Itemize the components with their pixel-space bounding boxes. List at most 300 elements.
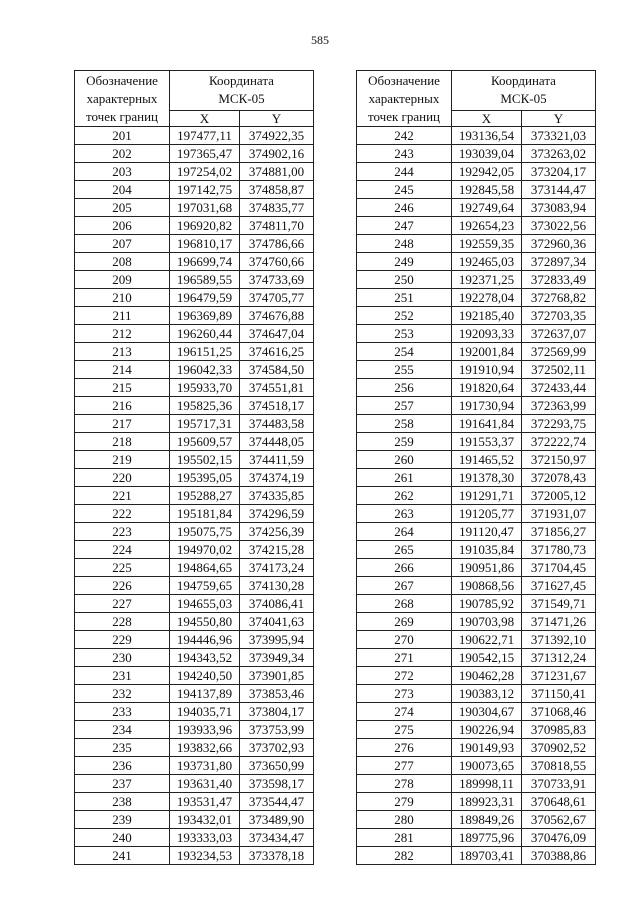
x-coordinate-cell: 193234,53 <box>170 847 240 865</box>
point-id-cell: 262 <box>357 487 452 505</box>
x-coordinate-cell: 189775,96 <box>452 829 522 847</box>
y-coordinate-cell: 374811,70 <box>240 217 314 235</box>
table-row <box>357 253 596 271</box>
point-id-cell: 269 <box>357 613 452 631</box>
y-coordinate-cell: 374215,28 <box>240 541 314 559</box>
x-coordinate-cell: 193631,40 <box>170 775 240 793</box>
y-coordinate-cell: 373949,34 <box>240 649 314 667</box>
table-row <box>75 775 314 793</box>
table-row <box>75 469 314 487</box>
x-coordinate-cell: 194240,50 <box>170 667 240 685</box>
point-id-cell: 275 <box>357 721 452 739</box>
y-coordinate-cell: 373022,56 <box>522 217 596 235</box>
y-coordinate-cell: 374616,25 <box>240 343 314 361</box>
x-coordinate-cell: 190304,67 <box>452 703 522 721</box>
point-id-cell: 274 <box>357 703 452 721</box>
designation-header-line2: характерных <box>368 91 440 106</box>
designation-header <box>75 71 170 127</box>
point-id-cell: 255 <box>357 361 452 379</box>
x-coordinate-cell: 194035,71 <box>170 703 240 721</box>
designation-header-line1: Обозначение <box>368 73 440 88</box>
y-coordinate-cell: 374041,63 <box>240 613 314 631</box>
y-coordinate-cell: 373144,47 <box>522 181 596 199</box>
x-coordinate-cell: 195933,70 <box>170 379 240 397</box>
table-row <box>75 685 314 703</box>
y-column-header: Y <box>522 111 596 127</box>
x-coordinate-cell: 190622,71 <box>452 631 522 649</box>
x-column-header: X <box>452 111 522 127</box>
table-row <box>357 649 596 667</box>
x-coordinate-cell: 190226,94 <box>452 721 522 739</box>
designation-header-line1: Обозначение <box>86 73 158 88</box>
y-coordinate-cell: 372833,49 <box>522 271 596 289</box>
y-coordinate-cell: 372433,44 <box>522 379 596 397</box>
point-id-cell: 235 <box>75 739 170 757</box>
x-coordinate-cell: 195288,27 <box>170 487 240 505</box>
y-coordinate-cell: 374374,19 <box>240 469 314 487</box>
point-id-cell: 220 <box>75 469 170 487</box>
y-coordinate-cell: 370985,83 <box>522 721 596 739</box>
point-id-cell: 245 <box>357 181 452 199</box>
x-coordinate-cell: 196589,55 <box>170 271 240 289</box>
x-coordinate-cell: 190868,56 <box>452 577 522 595</box>
x-coordinate-cell: 190542,15 <box>452 649 522 667</box>
x-coordinate-cell: 196479,59 <box>170 289 240 307</box>
point-id-cell: 272 <box>357 667 452 685</box>
table-row <box>75 433 314 451</box>
x-coordinate-cell: 195717,31 <box>170 415 240 433</box>
x-coordinate-cell: 194759,65 <box>170 577 240 595</box>
point-id-cell: 202 <box>75 145 170 163</box>
x-coordinate-cell: 190149,93 <box>452 739 522 757</box>
x-coordinate-cell: 195395,05 <box>170 469 240 487</box>
x-coordinate-cell: 193333,03 <box>170 829 240 847</box>
point-id-cell: 261 <box>357 469 452 487</box>
table-row <box>75 163 314 181</box>
table-row <box>75 289 314 307</box>
y-coordinate-cell: 373853,46 <box>240 685 314 703</box>
point-id-cell: 212 <box>75 325 170 343</box>
x-coordinate-cell: 189923,31 <box>452 793 522 811</box>
table-row <box>75 649 314 667</box>
table-row <box>357 541 596 559</box>
x-coordinate-cell: 191291,71 <box>452 487 522 505</box>
table-row <box>357 739 596 757</box>
point-id-cell: 264 <box>357 523 452 541</box>
coordinates-table-left <box>74 70 314 865</box>
y-coordinate-cell: 372005,12 <box>522 487 596 505</box>
y-coordinate-cell: 374551,81 <box>240 379 314 397</box>
point-id-cell: 227 <box>75 595 170 613</box>
point-id-cell: 248 <box>357 235 452 253</box>
x-coordinate-cell: 194446,96 <box>170 631 240 649</box>
y-coordinate-cell: 373598,17 <box>240 775 314 793</box>
coordinate-header-line2: МСК-05 <box>500 91 547 106</box>
y-coordinate-cell: 371704,45 <box>522 559 596 577</box>
y-coordinate-cell: 374902,16 <box>240 145 314 163</box>
y-coordinate-cell: 370733,91 <box>522 775 596 793</box>
point-id-cell: 207 <box>75 235 170 253</box>
table-row <box>75 253 314 271</box>
point-id-cell: 279 <box>357 793 452 811</box>
table-row <box>357 685 596 703</box>
x-coordinate-cell: 189703,41 <box>452 847 522 865</box>
table-row <box>75 829 314 847</box>
table-row <box>75 451 314 469</box>
point-id-cell: 250 <box>357 271 452 289</box>
x-coordinate-cell: 193136,54 <box>452 127 522 145</box>
designation-header-line2: характерных <box>86 91 158 106</box>
table-row <box>75 721 314 739</box>
x-coordinate-cell: 192185,40 <box>452 307 522 325</box>
point-id-cell: 280 <box>357 811 452 829</box>
y-coordinate-cell: 373204,17 <box>522 163 596 181</box>
y-coordinate-cell: 374411,59 <box>240 451 314 469</box>
x-coordinate-cell: 194343,52 <box>170 649 240 667</box>
table-row <box>357 379 596 397</box>
point-id-cell: 216 <box>75 397 170 415</box>
point-id-cell: 221 <box>75 487 170 505</box>
point-id-cell: 282 <box>357 847 452 865</box>
y-coordinate-cell: 374086,41 <box>240 595 314 613</box>
table-row <box>75 199 314 217</box>
point-id-cell: 224 <box>75 541 170 559</box>
point-id-cell: 225 <box>75 559 170 577</box>
x-coordinate-cell: 197142,75 <box>170 181 240 199</box>
x-coordinate-cell: 192749,64 <box>452 199 522 217</box>
x-coordinate-cell: 189998,11 <box>452 775 522 793</box>
y-coordinate-cell: 372502,11 <box>522 361 596 379</box>
y-coordinate-cell: 371231,67 <box>522 667 596 685</box>
y-coordinate-cell: 374786,66 <box>240 235 314 253</box>
point-id-cell: 263 <box>357 505 452 523</box>
table-row <box>357 487 596 505</box>
y-coordinate-cell: 370476,09 <box>522 829 596 847</box>
x-coordinate-cell: 197254,02 <box>170 163 240 181</box>
y-coordinate-cell: 372960,36 <box>522 235 596 253</box>
table-row <box>75 577 314 595</box>
table-row <box>357 397 596 415</box>
table-row <box>357 199 596 217</box>
y-coordinate-cell: 374584,50 <box>240 361 314 379</box>
point-id-cell: 209 <box>75 271 170 289</box>
table-row <box>75 739 314 757</box>
point-id-cell: 256 <box>357 379 452 397</box>
coordinate-header <box>170 71 314 111</box>
table-row <box>357 307 596 325</box>
y-coordinate-cell: 370562,67 <box>522 811 596 829</box>
point-id-cell: 238 <box>75 793 170 811</box>
point-id-cell: 266 <box>357 559 452 577</box>
x-coordinate-cell: 196151,25 <box>170 343 240 361</box>
y-coordinate-cell: 371627,45 <box>522 577 596 595</box>
point-id-cell: 276 <box>357 739 452 757</box>
y-coordinate-cell: 373434,47 <box>240 829 314 847</box>
y-coordinate-cell: 372703,35 <box>522 307 596 325</box>
table-row <box>357 757 596 775</box>
table-row <box>357 775 596 793</box>
table-row <box>357 811 596 829</box>
y-coordinate-cell: 371312,24 <box>522 649 596 667</box>
x-coordinate-cell: 192559,35 <box>452 235 522 253</box>
point-id-cell: 281 <box>357 829 452 847</box>
y-coordinate-cell: 374256,39 <box>240 523 314 541</box>
y-coordinate-cell: 374858,87 <box>240 181 314 199</box>
point-id-cell: 229 <box>75 631 170 649</box>
x-coordinate-cell: 195609,57 <box>170 433 240 451</box>
table-row <box>357 163 596 181</box>
designation-header <box>357 71 452 127</box>
y-coordinate-cell: 374881,00 <box>240 163 314 181</box>
x-coordinate-cell: 196920,82 <box>170 217 240 235</box>
point-id-cell: 239 <box>75 811 170 829</box>
table-row <box>357 433 596 451</box>
x-coordinate-cell: 191120,47 <box>452 523 522 541</box>
y-coordinate-cell: 374676,88 <box>240 307 314 325</box>
x-coordinate-cell: 192465,03 <box>452 253 522 271</box>
y-coordinate-cell: 372569,99 <box>522 343 596 361</box>
point-id-cell: 232 <box>75 685 170 703</box>
y-coordinate-cell: 372150,97 <box>522 451 596 469</box>
point-id-cell: 206 <box>75 217 170 235</box>
point-id-cell: 249 <box>357 253 452 271</box>
x-coordinate-cell: 191205,77 <box>452 505 522 523</box>
table-row <box>75 595 314 613</box>
point-id-cell: 231 <box>75 667 170 685</box>
y-coordinate-cell: 371856,27 <box>522 523 596 541</box>
x-coordinate-cell: 196810,17 <box>170 235 240 253</box>
y-coordinate-cell: 370648,61 <box>522 793 596 811</box>
table-row <box>75 541 314 559</box>
x-coordinate-cell: 192654,23 <box>452 217 522 235</box>
x-coordinate-cell: 197477,11 <box>170 127 240 145</box>
table-row <box>75 343 314 361</box>
point-id-cell: 240 <box>75 829 170 847</box>
x-coordinate-cell: 190383,12 <box>452 685 522 703</box>
y-coordinate-cell: 371780,73 <box>522 541 596 559</box>
x-coordinate-cell: 194655,03 <box>170 595 240 613</box>
table-row <box>357 469 596 487</box>
table-row <box>75 811 314 829</box>
table-row <box>75 145 314 163</box>
table-row <box>357 667 596 685</box>
x-coordinate-cell: 193933,96 <box>170 721 240 739</box>
y-coordinate-cell: 370818,55 <box>522 757 596 775</box>
x-coordinate-cell: 191465,52 <box>452 451 522 469</box>
table-row <box>75 415 314 433</box>
table-row <box>75 667 314 685</box>
table-row <box>357 181 596 199</box>
table-row <box>75 613 314 631</box>
y-coordinate-cell: 374335,85 <box>240 487 314 505</box>
table-row <box>75 847 314 865</box>
x-coordinate-cell: 196369,89 <box>170 307 240 325</box>
table-row <box>75 127 314 145</box>
point-id-cell: 228 <box>75 613 170 631</box>
x-coordinate-cell: 195825,36 <box>170 397 240 415</box>
y-coordinate-cell: 373544,47 <box>240 793 314 811</box>
y-coordinate-cell: 371392,10 <box>522 631 596 649</box>
point-id-cell: 259 <box>357 433 452 451</box>
y-coordinate-cell: 370902,52 <box>522 739 596 757</box>
x-coordinate-cell: 192278,04 <box>452 289 522 307</box>
x-coordinate-cell: 195075,75 <box>170 523 240 541</box>
y-coordinate-cell: 374130,28 <box>240 577 314 595</box>
coordinate-header <box>452 71 596 111</box>
x-coordinate-cell: 190462,28 <box>452 667 522 685</box>
table-row <box>75 361 314 379</box>
table-row <box>75 631 314 649</box>
y-coordinate-cell: 373650,99 <box>240 757 314 775</box>
table-row <box>357 793 596 811</box>
point-id-cell: 277 <box>357 757 452 775</box>
point-id-cell: 242 <box>357 127 452 145</box>
point-id-cell: 219 <box>75 451 170 469</box>
point-id-cell: 217 <box>75 415 170 433</box>
point-id-cell: 213 <box>75 343 170 361</box>
table-row <box>357 343 596 361</box>
table-row <box>357 613 596 631</box>
point-id-cell: 203 <box>75 163 170 181</box>
point-id-cell: 208 <box>75 253 170 271</box>
point-id-cell: 226 <box>75 577 170 595</box>
y-coordinate-cell: 371931,07 <box>522 505 596 523</box>
y-column-header: Y <box>240 111 314 127</box>
point-id-cell: 246 <box>357 199 452 217</box>
y-coordinate-cell: 374835,77 <box>240 199 314 217</box>
table-row <box>357 703 596 721</box>
x-coordinate-cell: 191730,94 <box>452 397 522 415</box>
y-coordinate-cell: 373263,02 <box>522 145 596 163</box>
point-id-cell: 251 <box>357 289 452 307</box>
y-coordinate-cell: 374173,24 <box>240 559 314 577</box>
y-coordinate-cell: 373995,94 <box>240 631 314 649</box>
table-row <box>357 505 596 523</box>
y-coordinate-cell: 372637,07 <box>522 325 596 343</box>
x-coordinate-cell: 195181,84 <box>170 505 240 523</box>
table-row <box>357 847 596 865</box>
y-coordinate-cell: 372363,99 <box>522 397 596 415</box>
x-coordinate-cell: 195502,15 <box>170 451 240 469</box>
table-row <box>75 757 314 775</box>
y-coordinate-cell: 372222,74 <box>522 433 596 451</box>
point-id-cell: 204 <box>75 181 170 199</box>
point-id-cell: 237 <box>75 775 170 793</box>
table-row <box>357 721 596 739</box>
designation-header-line3: точек границ <box>367 109 441 124</box>
point-id-cell: 244 <box>357 163 452 181</box>
table-row <box>357 559 596 577</box>
table-row <box>357 523 596 541</box>
table-row <box>75 397 314 415</box>
x-coordinate-cell: 191035,84 <box>452 541 522 559</box>
x-coordinate-cell: 191641,84 <box>452 415 522 433</box>
point-id-cell: 257 <box>357 397 452 415</box>
x-coordinate-cell: 194550,80 <box>170 613 240 631</box>
point-id-cell: 271 <box>357 649 452 667</box>
x-coordinate-cell: 192001,84 <box>452 343 522 361</box>
table-row <box>357 415 596 433</box>
y-coordinate-cell: 374733,69 <box>240 271 314 289</box>
x-coordinate-cell: 197031,68 <box>170 199 240 217</box>
coordinate-header-line1: Координата <box>209 73 274 88</box>
point-id-cell: 241 <box>75 847 170 865</box>
x-column-header: X <box>170 111 240 127</box>
table-row <box>75 559 314 577</box>
table-row <box>357 577 596 595</box>
point-id-cell: 260 <box>357 451 452 469</box>
x-coordinate-cell: 194970,02 <box>170 541 240 559</box>
y-coordinate-cell: 373804,17 <box>240 703 314 721</box>
table-row <box>357 451 596 469</box>
y-coordinate-cell: 374448,05 <box>240 433 314 451</box>
table-row <box>357 127 596 145</box>
y-coordinate-cell: 372078,43 <box>522 469 596 487</box>
x-coordinate-cell: 193432,01 <box>170 811 240 829</box>
table-row <box>357 235 596 253</box>
x-coordinate-cell: 192371,25 <box>452 271 522 289</box>
table-row <box>357 289 596 307</box>
y-coordinate-cell: 371471,26 <box>522 613 596 631</box>
point-id-cell: 265 <box>357 541 452 559</box>
coordinates-table-body <box>75 127 314 865</box>
table-row <box>75 379 314 397</box>
point-id-cell: 254 <box>357 343 452 361</box>
y-coordinate-cell: 373378,18 <box>240 847 314 865</box>
point-id-cell: 273 <box>357 685 452 703</box>
x-coordinate-cell: 189849,26 <box>452 811 522 829</box>
designation-header-line3: точек границ <box>85 109 159 124</box>
point-id-cell: 267 <box>357 577 452 595</box>
coordinates-table-body <box>357 127 596 865</box>
y-coordinate-cell: 373321,03 <box>522 127 596 145</box>
table-row <box>75 487 314 505</box>
y-coordinate-cell: 373489,90 <box>240 811 314 829</box>
page-number: 585 <box>311 33 329 47</box>
y-coordinate-cell: 371068,46 <box>522 703 596 721</box>
x-coordinate-cell: 191820,64 <box>452 379 522 397</box>
table-row <box>357 145 596 163</box>
point-id-cell: 252 <box>357 307 452 325</box>
x-coordinate-cell: 191378,30 <box>452 469 522 487</box>
point-id-cell: 236 <box>75 757 170 775</box>
point-id-cell: 234 <box>75 721 170 739</box>
table-row <box>75 181 314 199</box>
table-row <box>357 595 596 613</box>
x-coordinate-cell: 193039,04 <box>452 145 522 163</box>
y-coordinate-cell: 373753,99 <box>240 721 314 739</box>
point-id-cell: 253 <box>357 325 452 343</box>
y-coordinate-cell: 373083,94 <box>522 199 596 217</box>
x-coordinate-cell: 196260,44 <box>170 325 240 343</box>
table-row <box>75 217 314 235</box>
point-id-cell: 210 <box>75 289 170 307</box>
y-coordinate-cell: 372293,75 <box>522 415 596 433</box>
y-coordinate-cell: 374518,17 <box>240 397 314 415</box>
point-id-cell: 215 <box>75 379 170 397</box>
table-row <box>75 235 314 253</box>
point-id-cell: 233 <box>75 703 170 721</box>
y-coordinate-cell: 371549,71 <box>522 595 596 613</box>
y-coordinate-cell: 373702,93 <box>240 739 314 757</box>
point-id-cell: 222 <box>75 505 170 523</box>
y-coordinate-cell: 374922,35 <box>240 127 314 145</box>
point-id-cell: 218 <box>75 433 170 451</box>
table-row <box>357 631 596 649</box>
x-coordinate-cell: 194864,65 <box>170 559 240 577</box>
point-id-cell: 214 <box>75 361 170 379</box>
table-row <box>357 271 596 289</box>
